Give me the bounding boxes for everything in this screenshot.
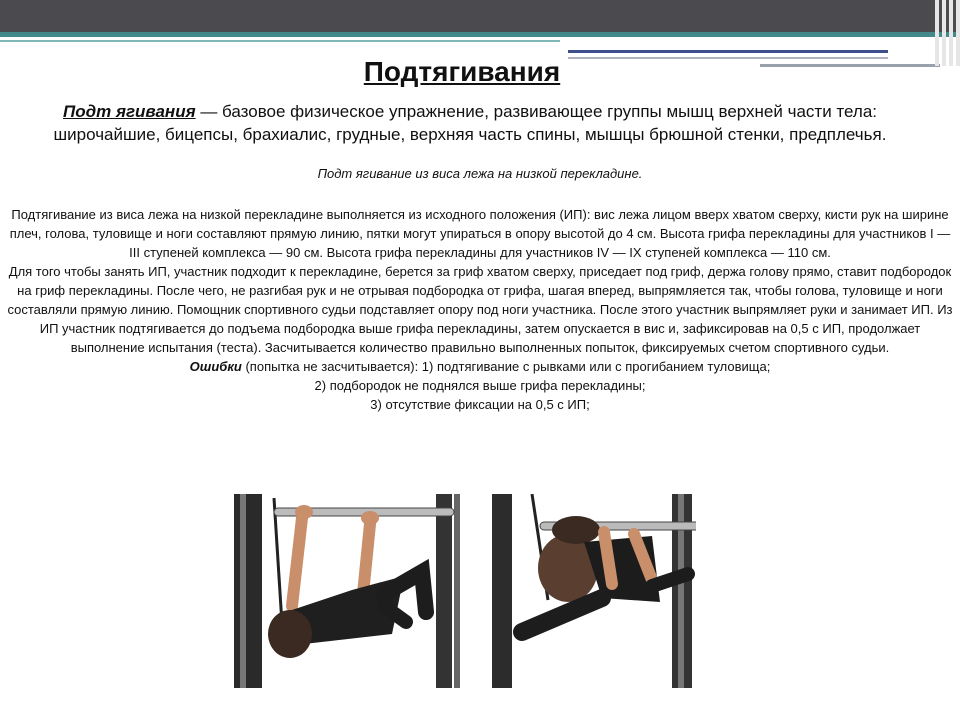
page-title: Подтягивания	[363, 56, 561, 87]
errors-label: Ошибки	[189, 359, 242, 374]
intro-text: — базовое физическое упражнение, развивающее группы мышц верхней части тела: широчайшие, бицепсы, брахиалис, грудные, верхняя часть спины, мышцы брюшной стенки, предплечья.	[53, 102, 887, 144]
corner-stripes	[932, 0, 960, 66]
teal-thin-line	[0, 40, 560, 42]
description-paragraph-2: Для того чтобы занять ИП, участник подходит к перекладине, берется за гриф хватом сверху, приседает под гриф, держа голову прямо, ставит подбородок на гриф перекладины. После чего, не разгибая рук и не отрывая подбородка от грифа, шагая вперед, выпрямляется так, чтобы голова, туловище и ноги составляли прямую линию. Помощник спортивного судьи подставляет опору под ноги участника. После этого участник выпрямляет руки и занимает ИП. Из ИП участник подтягивается до подъема подбородка выше грифа перекладины, затем опускается в вис и, зафиксировав на 0,5 с ИП, продолжает выполнение испытания (теста). Засчитывается количество правильно выполненных попыток, фиксируемых счетом спортивного судьи.	[7, 264, 953, 355]
errors-text-1: (попытка не засчитывается): 1) подтягивание с рывками или с прогибанием туловища;	[241, 359, 771, 374]
intro-paragraph	[40, 100, 900, 146]
description-body	[6, 205, 954, 414]
errors-line-2: 2) подбородок не поднялся выше грифа перекладины;	[314, 378, 646, 393]
errors-line-3: 3) отсутствие фиксации на 0,5 с ИП;	[370, 397, 590, 412]
pull-up-top-photo	[492, 494, 696, 688]
pull-up-top-illustration	[492, 494, 696, 688]
pull-up-start-illustration	[234, 494, 466, 688]
teal-accent-line	[0, 32, 960, 37]
top-band	[0, 0, 960, 32]
intro-term: Подт ягивания	[63, 102, 196, 121]
description-paragraph-1: Подтягивание из виса лежа на низкой перекладине выполняется из исходного положения (ИП): вис лежа лицом вверх хватом сверху, кисти рук на ширине плеч, голова, туловище и ноги составляют прямую линию, пятки могут упираться в опору высотой до 4 см. Высота грифа перекладины для участников I — III ступеней комплекса — 90 см. Высота грифа перекладины для участников IV — IX ступеней комплекса — 110 см.	[9, 207, 951, 260]
exercise-caption: Подт ягивание из виса лежа на низкой перекладине.	[317, 166, 643, 181]
errors-line-1	[6, 357, 954, 376]
pull-up-start-photo	[234, 494, 466, 688]
blue-accent-line	[568, 50, 888, 53]
